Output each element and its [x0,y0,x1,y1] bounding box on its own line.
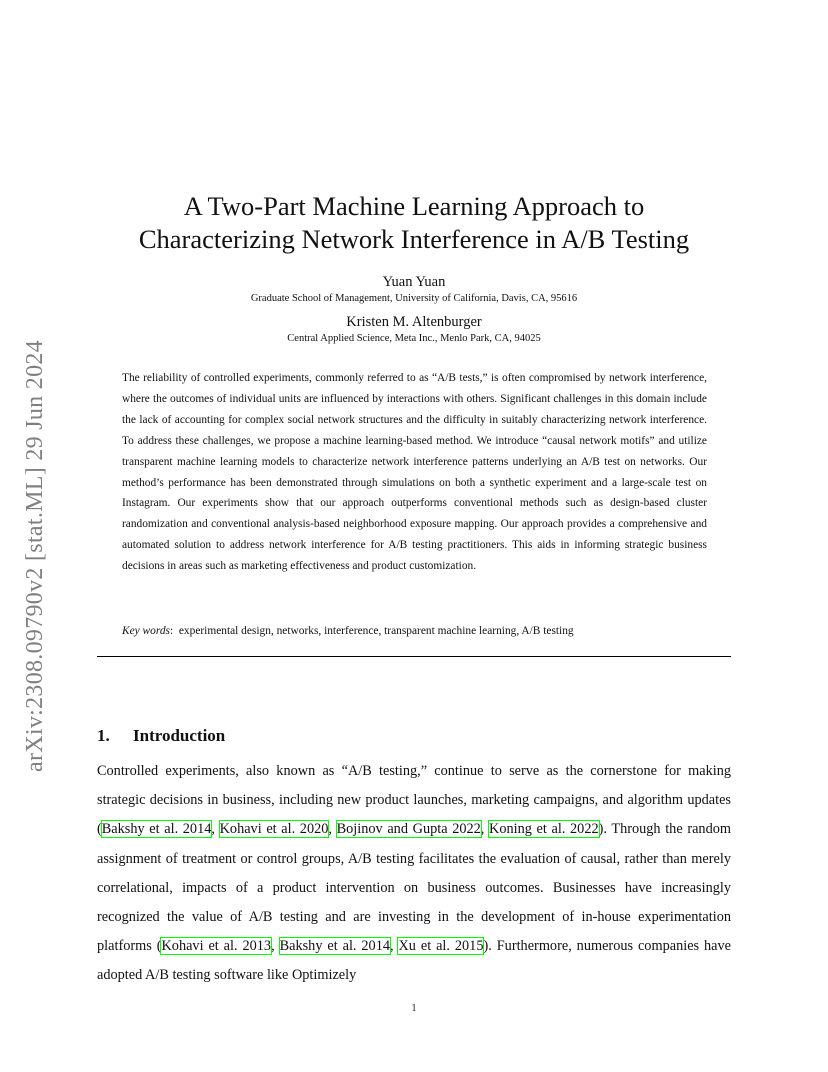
arxiv-identifier[interactable]: arXiv:2308.09790v2 [stat.ML] 29 Jun 2024 [22,340,48,772]
citation-link[interactable]: Kohavi et al. 2020 [219,821,329,838]
citation-link[interactable]: Bakshy et al. 2014 [101,821,212,838]
abstract: The reliability of controlled experiments, commonly referred to as “A/B tests,” is often compromised by network interference, where the outcomes of individual units are influenced by interactions with others. Significant challenges in this domain include the lack of accounting for complex social network structures and the difficulty in suitably characterizing network interference. To address these challenges, we propose a machine learning-based method. We introduce “causal network motifs” and utilize transparent machine learning models to characterize network interference patterns underlying an A/B test on networks. Our method’s performance has been demonstrated through simulations on both a synthetic experiment and a large-scale test on Instagram. Our experiments show that our approach outperforms conventional methods such as design-based cluster randomization and conventional analysis-based neighborhood exposure mapping. Our approach provides a comprehensive and automated solution to address network interference for A/B testing practitioners. This aids in informing strategic business decisions in areas such as marketing effectiveness and product customization. [122,372,707,573]
keywords [122,625,707,637]
author-affiliation-2: Central Applied Science, Meta Inc., Menlo Park, CA, 94025 [287,333,541,344]
keywords-text: experimental design, networks, interference, transparent machine learning, A/B testing [178,625,574,637]
keywords-colon: : [170,625,179,637]
citation-link[interactable]: Koning et al. 2022 [489,821,599,838]
section-heading [97,726,225,746]
citation-link[interactable]: Xu et al. 2015 [398,938,484,955]
section-number: 1. [97,726,110,745]
section-divider [97,656,731,657]
section-title: Introduction [133,726,226,745]
paper-title [60,190,768,256]
intro-text-3: ). Furthermore, numerous companies have adopted A/B testing software like Optimizely [97,938,731,984]
intro-text-1: Controlled experiments, also known as “A/B testing,” continue to serve as the cornerstone for making strategic decisions in business, including new product launches, marketing campaigns, and algorithm updates ( [97,763,731,838]
keywords-label: Key words [122,625,170,637]
author-name-1: Yuan Yuan [382,274,446,290]
citation-link[interactable]: Bojinov and Gupta 2022 [336,821,481,838]
citation-link[interactable]: Bakshy et al. 2014 [279,938,390,955]
citation-link[interactable]: Kohavi et al. 2013 [161,938,272,955]
title-line-2: Characterizing Network Interference in A/B Testing [138,224,690,254]
title-line-1: A Two-Part Machine Learning Approach to [183,191,645,221]
intro-text-2: ). Through the random assignment of treatment or control groups, A/B testing facilitates the evaluation of causal, rather than merely correlational, impacts of a product intervention on business outcomes. Businesses have increasingly recognized the value of A/B testing and are investing in the development of in-house experimentation platforms ( [97,821,731,955]
author-affiliation-1: Graduate School of Management, University of California, Davis, CA, 95616 [250,293,578,304]
author-name-2: Kristen M. Altenburger [346,314,482,330]
introduction-paragraph: Controlled experiments, also known as “A/B testing,” continue to serve as the cornerstone for making strategic decisions in business, including new product launches, marketing campaigns, and algorithm updates (Bakshy et al. 2014, Kohavi et al. 2020, Bojinov and Gupta 2022, Koning et al. 2022). Through the random assignment of treatment or control groups, A/B testing facilitates the evaluation of causal, rather than merely correlational, impacts of a product intervention on business outcomes. Businesses have increasingly recognized the value of A/B testing and are investing in the development of in-house experimentation platforms (Kohavi et al. 2013, Bakshy et al. 2014, Xu et al. 2015). Furthermore, numerous companies have adopted A/B testing software like Optimizely [97,763,731,984]
page-number: 1 [411,1003,417,1014]
